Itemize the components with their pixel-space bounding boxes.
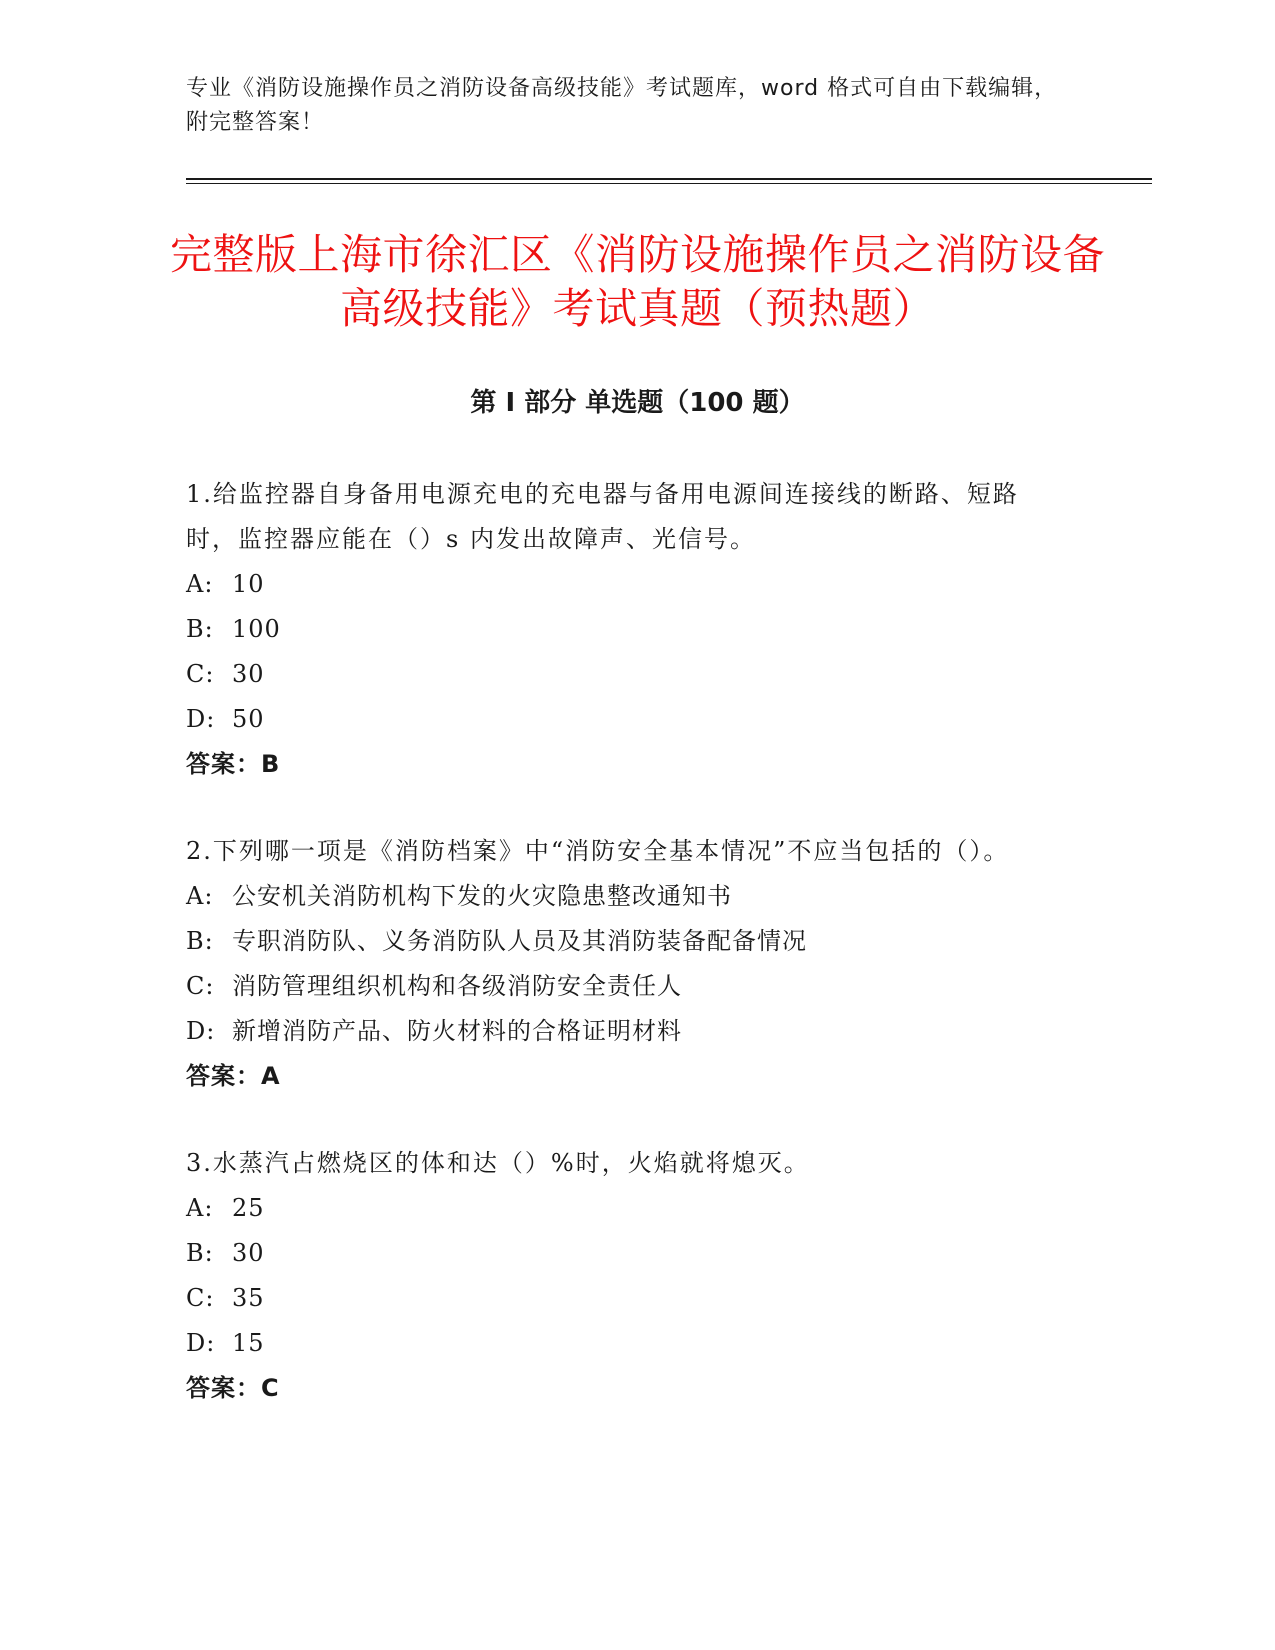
option-letter: D: xyxy=(186,705,216,733)
document-title: 完整版上海市徐汇区《消防设施操作员之消防设备高级技能》考试真题（预热题） xyxy=(169,230,1105,333)
question-2 xyxy=(186,829,1066,1099)
option-d xyxy=(186,1009,1066,1054)
option-a xyxy=(186,1186,1066,1231)
option-d xyxy=(186,697,1066,742)
question-stem: 2.下列哪一项是《消防档案》中“消防安全基本情况”不应当包括的（）。 xyxy=(186,837,1010,865)
option-text: 10 xyxy=(232,570,265,598)
option-a xyxy=(186,874,1066,919)
option-text: 30 xyxy=(232,1239,265,1267)
option-text: 公安机关消防机构下发的火灾隐患整改通知书 xyxy=(232,882,732,910)
option-letter: C: xyxy=(186,660,215,688)
option-b xyxy=(186,919,1066,964)
option-letter: B: xyxy=(186,927,214,955)
header-divider-thin xyxy=(186,183,1152,184)
option-c xyxy=(186,964,1066,1009)
option-letter: D: xyxy=(186,1329,216,1357)
option-text: 35 xyxy=(232,1284,265,1312)
option-letter: C: xyxy=(186,1284,215,1312)
option-c xyxy=(186,1276,1066,1321)
option-text: 消防管理组织机构和各级消防安全责任人 xyxy=(232,972,682,1000)
answer-label: 答案：C xyxy=(186,1374,280,1402)
option-letter: B: xyxy=(186,615,214,643)
option-letter: C: xyxy=(186,972,215,1000)
option-text: 50 xyxy=(232,705,265,733)
option-letter: A: xyxy=(186,882,214,910)
question-stem: 1.给监控器自身备用电源充电的充电器与备用电源间连接线的断路、短路时，监控器应能在（）s 内发出故障声、光信号。 xyxy=(186,480,1019,553)
option-text: 新增消防产品、防火材料的合格证明材料 xyxy=(232,1017,682,1045)
option-c xyxy=(186,652,1066,697)
question-1 xyxy=(186,472,1066,787)
option-b xyxy=(186,607,1066,652)
question-stem: 3.水蒸汽占燃烧区的体和达（）%时，火焰就将熄灭。 xyxy=(186,1149,810,1177)
option-text: 30 xyxy=(232,660,265,688)
answer-label: 答案：A xyxy=(186,1062,281,1090)
question-list xyxy=(186,472,1066,1453)
answer-label: 答案：B xyxy=(186,750,281,778)
question-3 xyxy=(186,1141,1066,1411)
option-d xyxy=(186,1321,1066,1366)
option-text: 100 xyxy=(232,615,281,643)
section-title: 第 I 部分 单选题（100 题） xyxy=(470,388,805,418)
option-text: 专职消防队、义务消防队人员及其消防装备配备情况 xyxy=(232,927,807,955)
option-letter: A: xyxy=(186,570,214,598)
option-text: 15 xyxy=(232,1329,265,1357)
option-text: 25 xyxy=(232,1194,265,1222)
option-a xyxy=(186,562,1066,607)
option-letter: A: xyxy=(186,1194,214,1222)
header-divider-thick xyxy=(186,178,1152,180)
option-b xyxy=(186,1231,1066,1276)
option-letter: D: xyxy=(186,1017,216,1045)
option-letter: B: xyxy=(186,1239,214,1267)
header-note: 专业《消防设施操作员之消防设备高级技能》考试题库，word 格式可自由下载编辑，附完整答案！ xyxy=(186,76,1058,135)
